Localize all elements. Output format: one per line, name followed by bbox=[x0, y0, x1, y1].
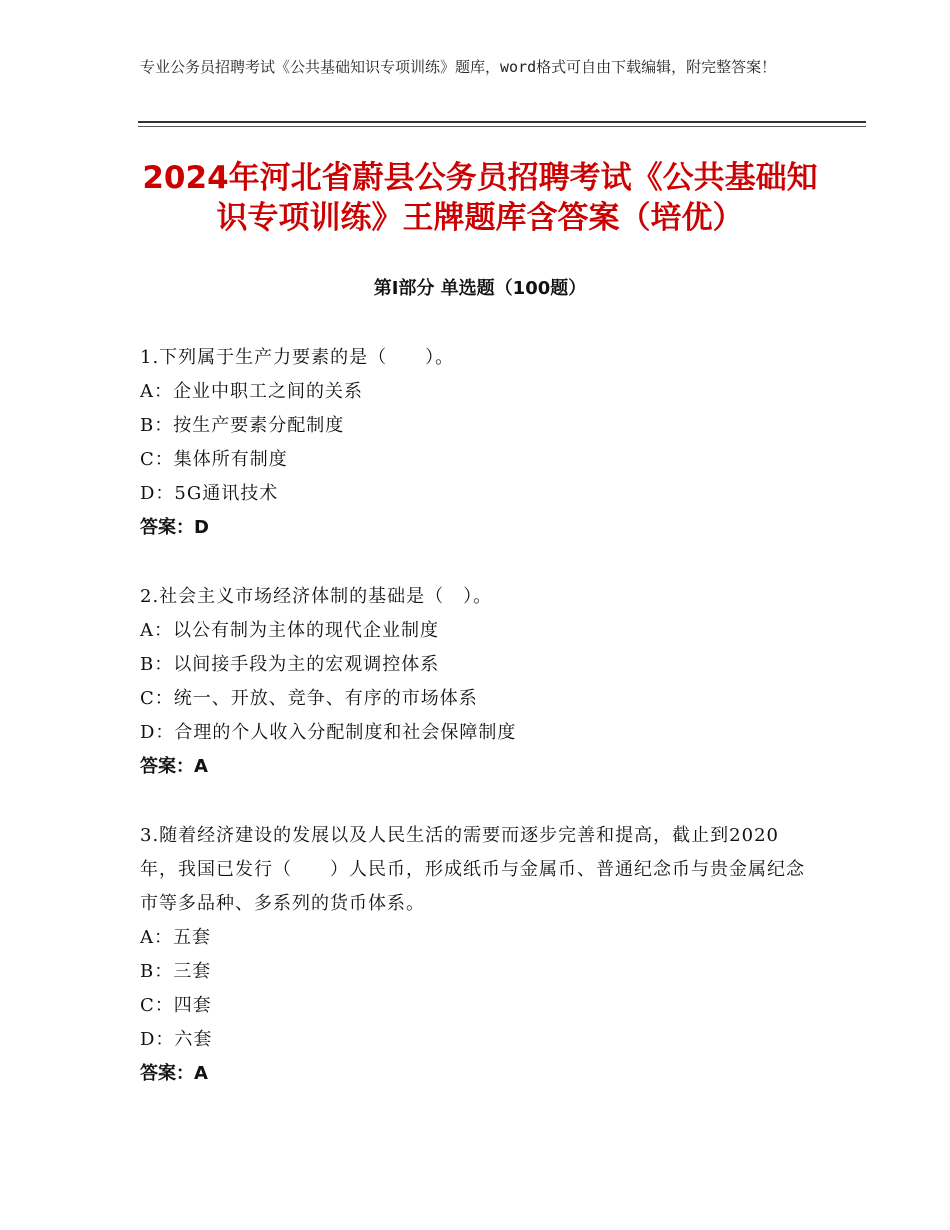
option-b: B：以间接手段为主的宏观调控体系 bbox=[140, 654, 440, 675]
option-a: A：企业中职工之间的关系 bbox=[140, 381, 363, 402]
option-c: C：四套 bbox=[140, 995, 212, 1016]
question-list bbox=[140, 341, 805, 1126]
question-1 bbox=[140, 341, 805, 545]
answer: 答案：D bbox=[140, 517, 209, 538]
section-title: 第Ⅰ部分 单选题（100题） bbox=[373, 278, 587, 299]
document-title: 2024年河北省蔚县公务员招聘考试《公共基础知识专项训练》王牌题库含答案（培优） bbox=[142, 160, 818, 236]
option-a: A：以公有制为主体的现代企业制度 bbox=[140, 620, 439, 641]
header-divider-thick bbox=[138, 121, 866, 123]
option-a: A：五套 bbox=[140, 927, 211, 948]
option-d: D：六套 bbox=[140, 1029, 213, 1050]
question-3 bbox=[140, 819, 805, 1091]
header-divider-thin bbox=[138, 126, 866, 127]
option-d: D：合理的个人收入分配制度和社会保障制度 bbox=[140, 722, 517, 743]
option-c: C：集体所有制度 bbox=[140, 449, 288, 470]
question-stem: 2.社会主义市场经济体制的基础是（ ）。 bbox=[140, 586, 493, 607]
answer: 答案：A bbox=[140, 756, 208, 777]
option-c: C：统一、开放、竞争、有序的市场体系 bbox=[140, 688, 478, 709]
header-note: 专业公务员招聘考试《公共基础知识专项训练》题库，word格式可自由下载编辑，附完整答案！ bbox=[140, 58, 777, 76]
option-b: B：按生产要素分配制度 bbox=[140, 415, 345, 436]
question-2 bbox=[140, 580, 805, 784]
question-stem: 3.随着经济建设的发展以及人民生活的需要而逐步完善和提高，截止到2020年，我国已发行（ ）人民币，形成纸币与金属币、普通纪念币与贵金属纪念市等多品种、多系列的货币体系。 bbox=[140, 825, 805, 914]
answer: 答案：A bbox=[140, 1063, 208, 1084]
option-b: B：三套 bbox=[140, 961, 212, 982]
option-d: D：5G通讯技术 bbox=[140, 483, 279, 504]
question-stem: 1.下列属于生产力要素的是（ ）。 bbox=[140, 347, 455, 368]
